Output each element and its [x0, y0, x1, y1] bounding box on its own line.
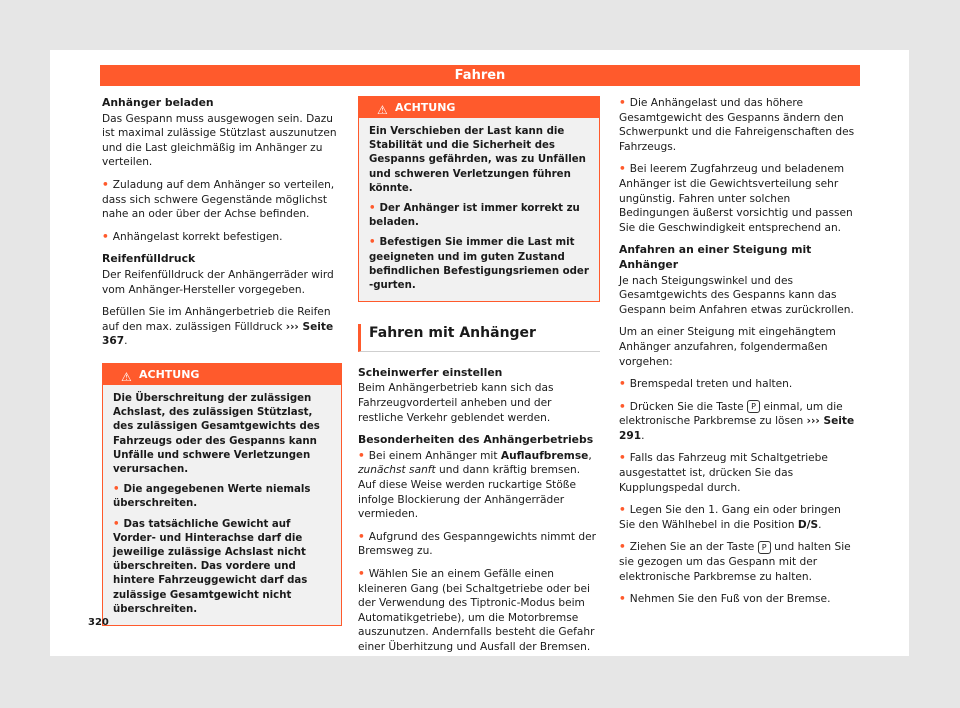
bullet-text: Anhängelast korrekt befestigen.: [112, 230, 283, 243]
page-reference-link[interactable]: ››› Seite 291: [619, 415, 855, 442]
bullet-item: [358, 567, 600, 655]
bullet-icon: •: [358, 567, 365, 580]
bullet-text: Zuladung auf dem Anhänger so verteilen, dass sich schwere Gegenstände möglichst nahe an oder über der Achse befinden.: [102, 178, 335, 221]
page-number: 320: [88, 617, 109, 628]
bullet-item: [102, 230, 342, 245]
bullet-italic-text: zunächst sanft: [358, 464, 436, 477]
bullet-icon: •: [619, 163, 626, 176]
step-text: Nehmen Sie den Fuß von der Bremse.: [629, 593, 831, 606]
step-text: einmal, um die elektronische Parkbremse zu lösen: [619, 400, 843, 428]
parking-brake-icon: P: [758, 541, 771, 554]
warning-bullet: [113, 483, 331, 511]
warning-bullet: [113, 518, 331, 617]
warning-header: [103, 364, 341, 385]
bullet-bold-text: Auflaufbremse: [500, 449, 589, 462]
paragraph: Befüllen Sie im Anhängerbetrieb die Reifen auf den max. zulässigen Fülldruck ››› Seite 367.: [102, 306, 334, 348]
step-item: [619, 451, 859, 495]
bullet-item: [619, 96, 859, 154]
warning-header: [359, 97, 599, 118]
paragraph: Beim Anhängerbetrieb kann sich das Fahrzeugvorderteil anheben und der restliche Verkehr geblendet werden.: [358, 382, 554, 424]
heading-scheinwerfer: Scheinwerfer einstellen: [358, 365, 503, 379]
bullet-icon: •: [619, 97, 626, 109]
warning-bullet-text: Der Anhänger ist immer korrekt zu beladen.: [369, 203, 580, 229]
warning-bullet: [369, 202, 589, 230]
step-text: Legen Sie den 1. Gang ein oder bringen Sie den Wählhebel in die Position: [619, 504, 841, 531]
warning-bullet: [369, 236, 589, 293]
heading-reifenfuelldruck: Reifenfülldruck: [102, 252, 196, 266]
bullet-text: Bei leerem Zugfahrzeug und beladenem Anhänger ist die Gewichtsverteilung sehr ungünstig. Fahren unter solchen Bedingungen äußerst vorsichtig und passen Sie die Geschwindigkeit entsprechend an.: [619, 163, 853, 234]
step-item: [619, 592, 859, 607]
heading-besonderheiten: Besonderheiten des Anhängerbetriebs: [358, 433, 594, 447]
column-1: [102, 96, 342, 634]
bullet-icon: •: [619, 452, 626, 465]
step-item: • Legen Sie den 1. Gang ein oder bringen Sie den Wählhebel in die Position D/S.: [619, 504, 841, 531]
warning-bullet-text: Die angegebenen Werte niemals überschreiten.: [113, 484, 311, 510]
bullet-icon: •: [619, 400, 626, 413]
bullet-icon: •: [619, 593, 626, 606]
bullet-text: Aufgrund des Gespanngewichts nimmt der Bremsweg zu.: [358, 530, 596, 558]
warning-text: Ein Verschieben der Last kann die Stabilität und die Sicherheit des Gespanns gefährden, was zu Unfällen und schweren Verletzungen führen könnte.: [369, 126, 586, 194]
bullet-icon: •: [113, 484, 120, 496]
bullet-icon: •: [358, 530, 365, 543]
page-reference-link[interactable]: ››› Seite 367: [102, 320, 334, 348]
bullet-text: Bei einem Anhänger mit: [368, 449, 498, 462]
step-text: Bremspedal treten und halten.: [629, 378, 793, 391]
heading-anfahren-steigung: Anfahren an einer Steigung mit Anhänger: [619, 243, 812, 271]
parking-brake-icon: P: [747, 400, 760, 413]
bullet-item: • Bei einem Anhänger mit Auflaufbremse, zunächst sanft und dann kräftig bremsen. Auf diese Weise werden ruckartige Stöße infolge Blockierung der Anhängerräder vermieden.: [358, 449, 592, 521]
step-text: Ziehen Sie an der Taste: [629, 541, 755, 554]
bullet-item: [358, 530, 600, 559]
bullet-icon: •: [113, 518, 120, 530]
bullet-text: Die Anhängelast und das höhere Gesamtgewicht des Gespanns ändern den Schwerpunkt und die Fahreigenschaften des Fahrzeugs.: [619, 97, 855, 153]
paragraph: Um an einer Steigung mit eingehängtem Anhänger anzufahren, folgendermaßen vorgehen:: [619, 326, 836, 368]
bullet-icon: •: [369, 203, 376, 215]
step-item: [619, 540, 859, 584]
bullet-text: Wählen Sie an einem Gefälle einen kleineren Gang (bei Schaltgetriebe oder bei der Verwendung des Tiptronic-Modus beim Automatikgetriebe), um die Motorbremse auszunutzen. Andernfalls besteht die Gefahr einer Überhitzung und Ausfall der Bremsen.: [358, 567, 595, 653]
heading-anhaenger-beladen: Anhänger beladen: [102, 96, 214, 109]
paragraph: Das Gespann muss ausgewogen sein. Dazu ist maximal zulässige Stützlast auszunutzen und die Last gleichmäßig im Anhänger zu verteilen.: [102, 112, 337, 169]
column-2: [358, 96, 600, 663]
warning-triangle-icon: ⚠: [377, 103, 388, 117]
warning-box: [358, 96, 600, 302]
bullet-icon: •: [619, 378, 626, 391]
bullet-item: [619, 162, 859, 235]
warning-title: ACHTUNG: [139, 367, 200, 381]
bullet-item: [102, 178, 342, 222]
bullet-icon: •: [102, 178, 109, 191]
step-item: • Drücken Sie die Taste P einmal, um die elektronische Parkbremse zu lösen ››› Seite 291.: [619, 400, 855, 442]
paragraph-text: Befüllen Sie im Anhängerbetrieb die Reifen auf den max. zulässigen Fülldruck: [102, 306, 331, 333]
bullet-icon: •: [358, 449, 365, 462]
bullet-icon: •: [369, 237, 376, 249]
section-title: Fahren mit Anhänger: [358, 324, 600, 352]
paragraph: Der Reifenfülldruck der Anhängerräder wird vom Anhänger-Hersteller vorgegeben.: [102, 268, 334, 296]
step-text: und halten Sie sie gezogen um das Gespann mit der elektronische Parkbremse zu halten.: [619, 541, 851, 583]
column-3: [619, 96, 859, 615]
bullet-icon: •: [619, 504, 626, 517]
warning-body: [359, 118, 599, 301]
warning-bullet-text: Das tatsächliche Gewicht auf Vorder- und Hinterachse darf die jeweilige zulässige Achslast nicht überschreiten. Das vordere und hintere Fahrzeuggewicht darf das zulässige Gesamtgewicht nicht überschreiten.: [113, 518, 308, 615]
warning-box: [102, 363, 342, 626]
warning-bullet-text: Befestigen Sie immer die Last mit geeigneten und im guten Zustand befindlichen Befestigungsriemen oder -gurten.: [369, 237, 589, 292]
bullet-icon: •: [619, 541, 626, 554]
warning-body: [103, 385, 341, 625]
step-item: [619, 377, 859, 392]
step-text: Falls das Fahrzeug mit Schaltgetriebe ausgestattet ist, drücken Sie das Kupplungspedal durch.: [619, 452, 828, 494]
warning-triangle-icon: ⚠: [121, 369, 132, 384]
warning-title: ACHTUNG: [395, 101, 456, 114]
page-header: Fahren: [100, 65, 860, 86]
bullet-icon: •: [102, 230, 109, 243]
gear-position-text: D/S: [797, 518, 819, 531]
warning-text: Die Überschreitung der zulässigen Achslast, des zulässigen Stützlast, des zulässigen Gesamtgewichts des Fahrzeugs oder des Gespanns kann Unfälle und schwere Verletzungen verursachen.: [113, 392, 320, 475]
step-text: Drücken Sie die Taste: [629, 400, 744, 413]
bullet-text: und dann kräftig bremsen. Auf diese Weise werden ruckartige Stöße infolge Blockierung der Anhängerräder vermieden.: [358, 464, 581, 521]
paragraph: Je nach Steigungswinkel und des Gesamtgewichts des Gespanns kann das Gespann beim Anfahren etwas zurückrollen.: [619, 274, 854, 316]
